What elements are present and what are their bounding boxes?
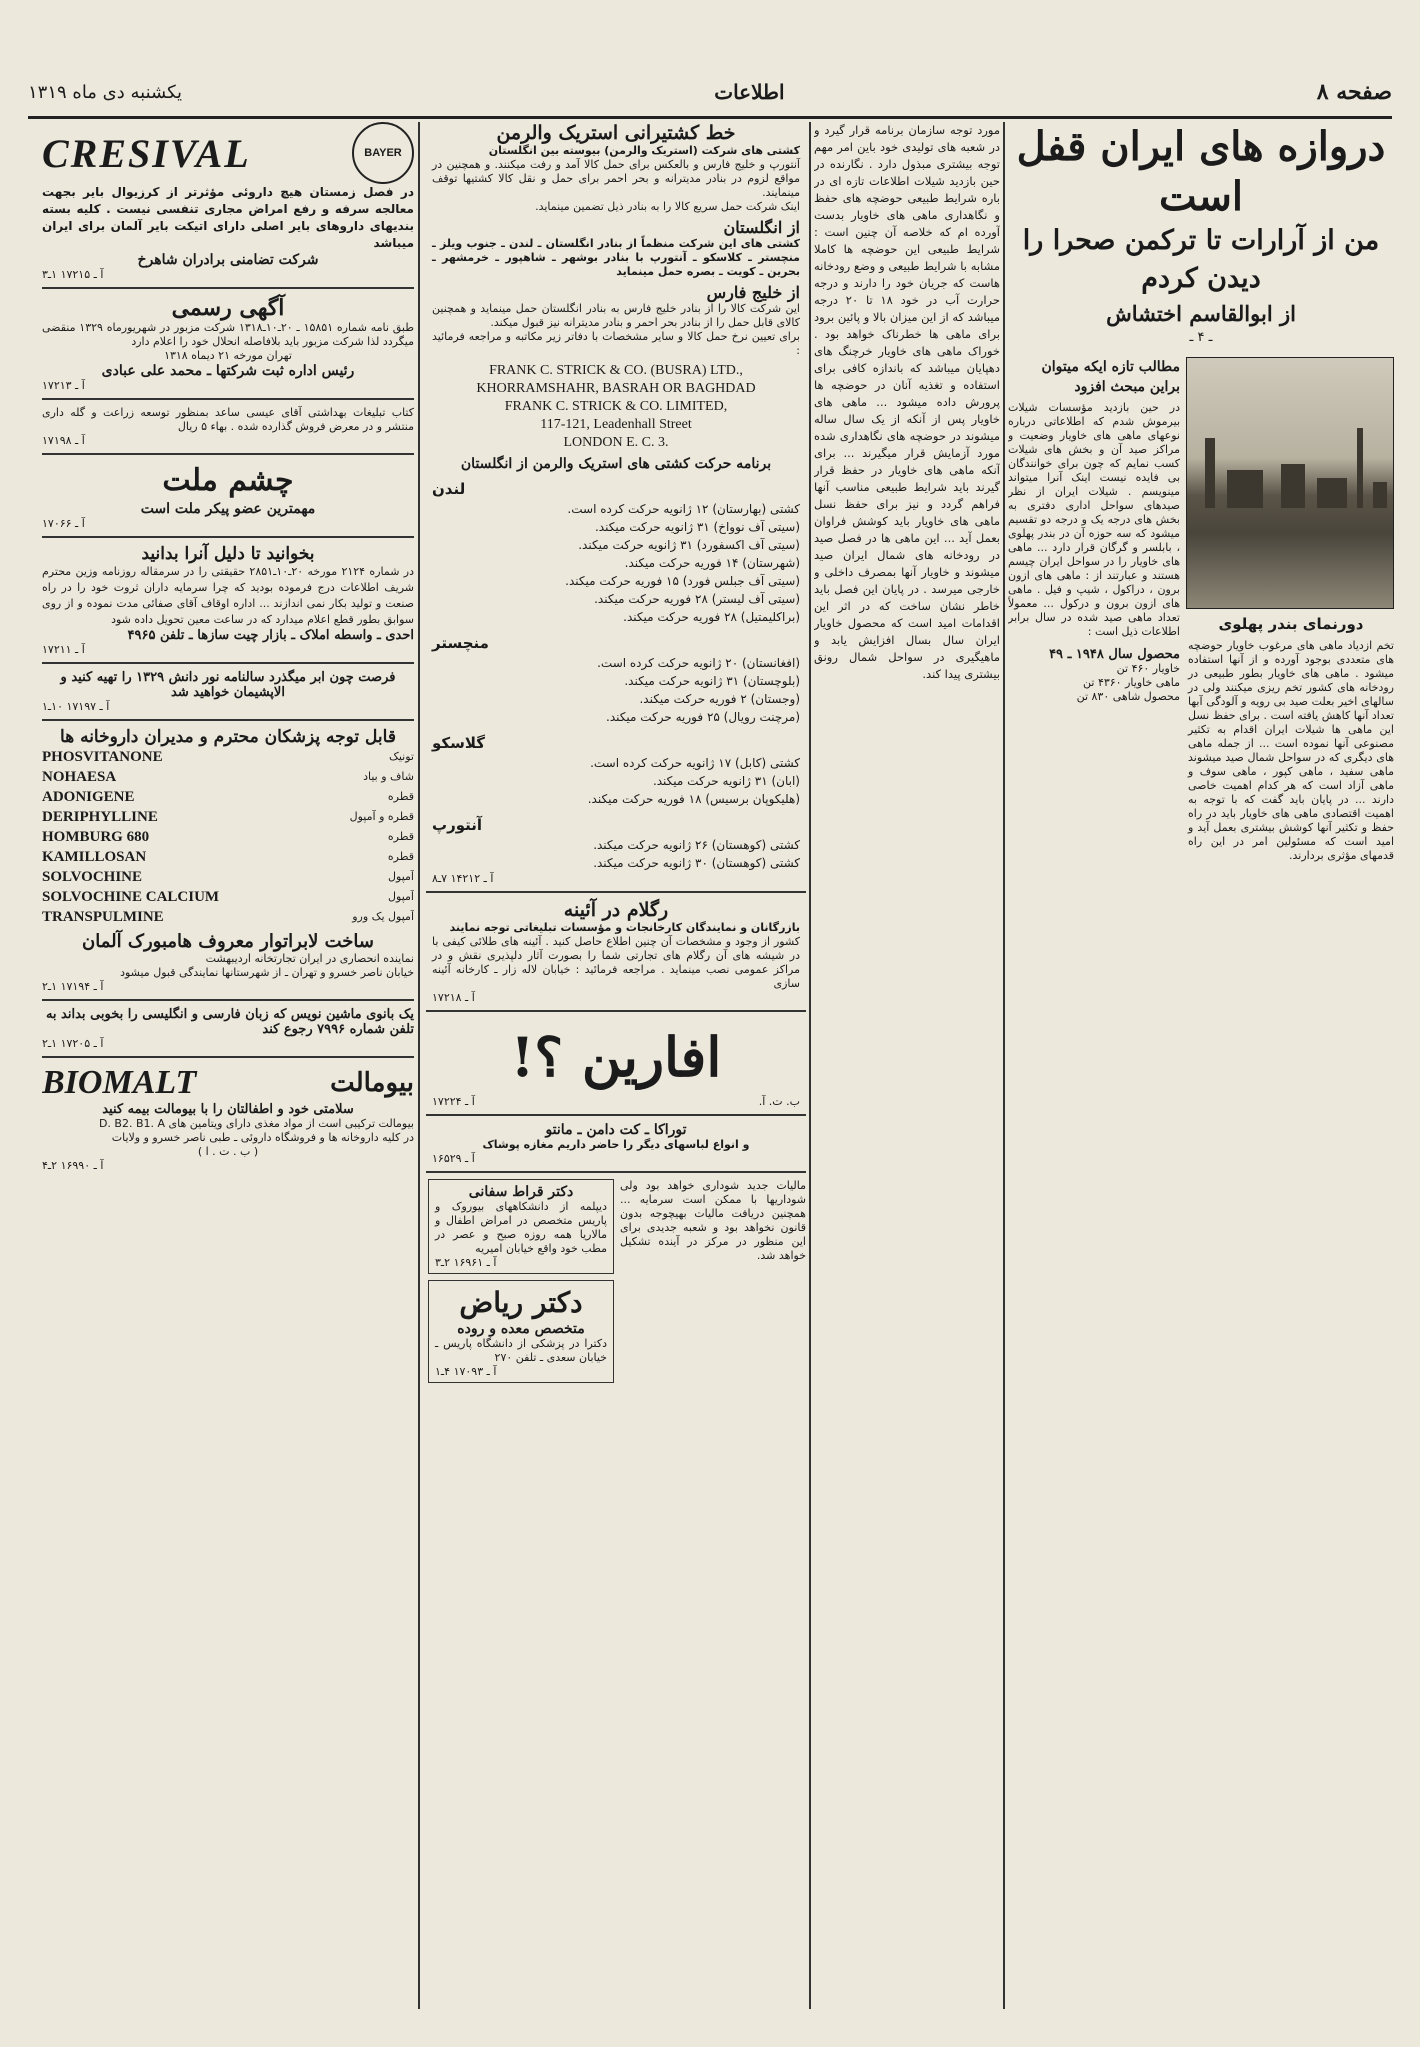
reason-article <box>42 544 414 656</box>
address-line: FRANK C. STRICK & CO. (BUSRA) LTD., <box>489 363 743 378</box>
column-divider <box>809 122 811 2009</box>
doctor-ad <box>428 1280 614 1383</box>
typist-body: یک بانوی ماشین نویس که زبان فارسی و انگلیسی را بخوبی بداند به تلفن شماره ۷۹۹۶ رجوع کند <box>45 1007 414 1037</box>
official-signature: رئیس اداره ثبت شرکتها ـ محمد علی عبادی <box>101 363 355 379</box>
byline: از ابوالقاسم اختشاش <box>1106 301 1296 326</box>
book-notice: کتاب تبلیغات بهداشتی آقای عیسی ساعد بمنظور توسعه زراعت و گله داری منتشر و در معرض فروش گذارده شده . بهاء ۵ ریال <box>42 406 414 433</box>
drug-row <box>42 867 414 887</box>
drug-row <box>42 847 414 867</box>
official-body: طبق نامه شماره ۱۵۸۵۱ ـ ۲۰ـ۱۰ـ۱۳۱۸ شرکت مزبور در شهریورماه ۱۳۲۹ منقضی میگردد لذا شرکت مزبور باید بلافاصله انحلال خود را اعلام دارد <box>42 321 414 348</box>
drug-row <box>42 807 414 827</box>
ad-ref: آ ـ ۱۷۲۰۵ ۱ـ۲ <box>42 1037 104 1050</box>
calendar-body: فرصت چون ابر میگذرد سالنامه نور دانش ۱۳۲۹ را تهیه کنید و الاپشیمان خواهید شد <box>60 670 396 700</box>
mirror-body: کشور از وجود و مشخصات آن چنین اطلاع حاصل کنید . آئینه های طلائی کیفی با در شیشه های آن رگلام های تجارتی شما را بصورت آثار دلپذیری نقش و در مراکز عمومی نصب مینماید . مراجعه فرمائید : خیابان لاله زار ـ کارخانه آئینه سازی <box>432 935 800 990</box>
drug-name: DERIPHYLLINE <box>42 809 158 825</box>
drug-name: NOHAESA <box>42 769 117 785</box>
calendar-ad <box>42 670 414 713</box>
pharma-address: خیابان ناصر خسرو و تهران ـ از شهرستانها نمایندگی قبول میشود <box>120 966 414 979</box>
schedule-row: کشتی (کابل) ۱۷ ژانویه حرکت کرده است. <box>590 756 800 770</box>
ad-ref: آ ـ ۱۷۱۹۴ ۱ـ۲ <box>42 980 104 993</box>
schedule-row: کشتی (کوهستان) ۳۰ ژانویه حرکت میکند. <box>593 856 800 870</box>
biomalt-body: بیومالت ترکیبی است از مواد مغذی دارای ویتامین های D. B2. B1. A <box>98 1117 414 1130</box>
official-notice <box>42 295 414 392</box>
reason-title: بخوانید تا دلیل آنرا بدانید <box>141 544 315 564</box>
schedule-row: (هلیکوپان برسیس) ۱۸ فوریه حرکت میکند. <box>587 792 800 806</box>
biomalt-tagline: سلامتی خود و اطفالتان را با بیومالت بیمه کنید <box>102 1102 354 1117</box>
doctor-spec: متخصص معده و روده <box>457 1321 585 1337</box>
schedule-port: لندن <box>432 480 466 498</box>
schedule-port: منچستر <box>432 634 489 652</box>
drug-list <box>42 747 414 927</box>
drug-form: قطره <box>387 830 414 843</box>
drug-row <box>42 747 414 767</box>
drug-name: ADONIGENE <box>42 789 135 805</box>
drug-name: SOLVOCHINE <box>42 869 143 885</box>
drug-form: قطره و آمپول <box>349 810 414 823</box>
bayer-cross-logo: BAYER <box>352 122 414 184</box>
drug-form: تونیک <box>389 750 414 763</box>
ad-ref: آ ـ ۱۶۹۶۱ ۲ـ۳ <box>435 1256 497 1269</box>
feature-body: تخم ازدیاد ماهی های مرغوب خاویار حوضچه های متعددی بوجود آورده و از آنها استفاده میشود . ماهی های خاویار بطور طبیعی در رودخانه های کشور تخم ریزی میکنند ولی در سالهای اخیر بعلت صید بی رویه و آلودگی آبها تعداد آنها کاهش یافته است . برای حفظ نسل این ماهی ها شیلات ایران اقدام به تکثیر مصنوعی آنها نموده است ... از جمله ماهی های دیگری که در سواحل شمال صید میشوند ماهی سفید ، ماهی کپور ، ماهی سوف و ماهی آزاد است که هر کدام اهمیت خاصی دارند ... در پایان باید گفت که با توجه به اهمیت اقتصادی ماهی های خاویار باید در راه حفظ و تکثیر آنها کوشش بیشتری بعمل آید و امید است که مسئولین امر در این راه قدمهای مؤثری بردارند. <box>1188 639 1394 862</box>
address-line: FRANK C. STRICK & CO. LIMITED, <box>504 399 728 414</box>
strick-line-ad <box>426 122 806 885</box>
newspaper-page <box>18 18 1402 2029</box>
drug-form: قطره <box>387 850 414 863</box>
pharma-ad <box>42 727 414 993</box>
schedule-port: گلاسکو <box>432 734 485 752</box>
drug-form: شاف و بیاد <box>363 770 414 783</box>
ad-ref: آ ـ ۱۷۲۱۸ <box>432 991 475 1004</box>
ad-ref: آ ـ ۱۷۰۶۶ <box>42 517 85 530</box>
address-line: 117-121, Leadenhall Street <box>540 417 692 432</box>
biomalt-ad <box>42 1064 414 1172</box>
schedule-row: (مرچنت رویال) ۲۵ فوریه حرکت میکند. <box>606 710 800 724</box>
strick-body-b: اینک شرکت حمل سریع کالا را به بنادر ذیل تضمین مینماید. <box>535 200 800 213</box>
clothing-body: و انواع لباسهای دیگر را حاضر داریم مغازه پوشاک <box>482 1138 750 1151</box>
cresival-company: شرکت تضامنی برادران شاهرخ <box>137 252 319 268</box>
issue-date: یکشنبه دی ماه ۱۳۱۹ <box>28 81 183 103</box>
drug-name: KAMILLOSAN <box>42 849 147 865</box>
schedule-row: (وجستان) ۲ فوریه حرکت میکند. <box>639 692 800 706</box>
ad-ref: آ ـ ۱۶۵۲۹ <box>432 1152 475 1165</box>
stats-line: محصول شاهی ۸۳۰ تن <box>1076 690 1180 703</box>
drug-row <box>42 827 414 847</box>
ship-schedule <box>432 480 800 872</box>
strick-title: خط کشتیرانی استریک والرمن <box>496 122 736 144</box>
contact-line: برای تعیین نرخ حمل کالا و سایر مشخصات با دفاتر زیر مکاتبه و مراجعه فرمائید : <box>432 330 800 357</box>
biomalt-sub: در کلیه داروخانه ها و فروشگاه داروئی ـ طبی ناصر خسرو و ولایات <box>111 1131 414 1144</box>
drug-row <box>42 787 414 807</box>
strick-body: آنتورپ و خلیج فارس و بالعکس برای حمل کالا آمد و رفت میکنند. و همچنین در مواقع لزوم در بنادر مدیترانه و بحر احمر برای حمل و نقل کالا کشتیها توقف مینمایند. <box>432 158 800 199</box>
schedule-row: (ابان) ۳۱ ژانویه حرکت میکند. <box>652 774 800 788</box>
mirror-subtitle: بازرگانان و نمایندگان کارخانجات و مؤسسات تبلیغاتی توجه نمایند <box>449 921 800 934</box>
from-gulf-body: این شرکت کالا را از بنادر خلیج فارس به بنادر انگلستان حمل مینماید و همچنین کالای قابل حمل را از بنادر بحر احمر و بنادر مدیترانه نیز قبول میکند. <box>432 302 800 329</box>
drug-name: TRANSPULMINE <box>42 909 164 925</box>
schedule-row: (سیتی آف نوواخ) ۳۱ ژانویه حرکت میکند. <box>594 520 800 534</box>
doctor-ad <box>428 1179 614 1274</box>
from-england-heading: از انگلستان <box>723 218 800 237</box>
schedule-row: (افغانستان) ۲۰ ژانویه حرکت کرده است. <box>597 656 800 670</box>
drug-name: PHOSVITANONE <box>42 749 163 765</box>
pharma-rep: نماینده انحصاری در ایران تجارتخانه اردیبهشت <box>205 952 414 965</box>
drug-row <box>42 907 414 927</box>
from-gulf-heading: از خلیج فارس <box>706 283 800 302</box>
schedule-port: آنتورپ <box>432 816 483 834</box>
doctor-name: دکتر ریاض <box>459 1286 583 1319</box>
schedule-row: (سیتی آف جبلس فورد) ۱۵ فوریه حرکت میکند. <box>565 574 800 588</box>
harbor-photo <box>1186 357 1394 609</box>
ad-ref: آ ـ ۱۴۲۱۲ ۷ـ۸ <box>432 872 494 885</box>
photo-caption: دورنمای بندر پهلوی <box>1218 615 1364 633</box>
eye-title: چشم ملت <box>162 463 294 498</box>
ad-ref: آ ـ ۱۷۱۹۷ ۱۰ـ۱ <box>42 700 110 713</box>
official-title: آگهی رسمی <box>171 295 285 321</box>
schedule-row: کشتی (بهارستان) ۱۲ ژانویه حرکت کرده است. <box>567 502 800 516</box>
ad-ref: آ ـ ۱۷۲۱۵ ۱ـ۳ <box>42 268 104 281</box>
column-ads-left <box>42 122 414 2009</box>
strick-addresses <box>432 362 800 452</box>
biomalt-sig: ( ب . ت . ا ) <box>197 1145 259 1158</box>
address-line: KHORRAMSHAHR, BASRAH OR BAGHDAD <box>476 381 756 396</box>
masthead <box>28 68 1392 119</box>
biomalt-brand-fa: بیومالت <box>330 1068 414 1098</box>
column-ads-middle <box>426 122 806 2009</box>
drug-row <box>42 767 414 787</box>
drug-form: آمپول <box>388 890 414 903</box>
schedule-row: (براکلیمتیل) ۲۸ فوریه حرکت میکند. <box>623 610 800 624</box>
schedule-row: کشتی (کوهستان) ۲۶ ژانویه حرکت میکند. <box>593 838 800 852</box>
doctor-body: دکترا در پزشکی از دانشگاه پاریس ـ خیابان سعدی ـ تلفن ۲۷۰ <box>435 1337 607 1364</box>
reason-body: در شماره ۲۱۲۴ مورخه ۲۰ـ۱۰ـ۲۸۵۱ حقیقتی را در سرمقاله روزنامه وزین محترم شریف اطلاعات درج فرموده بودید که چرا سرمایه داران ثروت خود را در راه صنعت و تولید بکار نمی اندازند ... اداره اوقاف آقای صفائی مدت نموده و از روی سوابق بطور قطع اعلام میدارد که در ساعت معین تحویل داده شود <box>42 565 414 626</box>
schedule-row: (بلوچستان) ۳۱ ژانویه حرکت میکند. <box>624 674 800 688</box>
pharma-title: قابل توجه پزشکان محترم و مدیران داروخانه ها <box>60 727 396 747</box>
paper-name: اطلاعات <box>714 80 785 104</box>
doctor-body: دیپلمه از دانشکاههای بیوروک و پاریس متخصص در امراض اطفال و مالاریا همه روزه صبح و عصر در مطب خود واقع خیابان امیریه <box>435 1200 607 1255</box>
drug-row <box>42 887 414 907</box>
afarin-sig: ب. ت. آ. <box>758 1095 800 1108</box>
cresival-ad <box>42 122 414 281</box>
schedule-row: (سیتی آف اکسفورد) ۳۱ ژانویه حرکت میکند. <box>578 538 800 552</box>
stats-line: ماهی خاویار ۴۳۶۰ تن <box>1083 676 1180 689</box>
eye-ad <box>42 461 414 530</box>
column-divider <box>418 122 420 2009</box>
from-england-body: کشتی های این شرکت منظماً از بنادر انگلستان ـ لندن ـ جنوب ویلز ـ منچستر ـ کلاسکو ـ آنتورپ با بنادر بوشهر ـ شاهپور ـ خرمشهر ـ بحرین ـ کویت ـ بصره حمل مینماید <box>432 237 800 278</box>
clothing-title: توراکا ـ کت دامن ـ مانتو <box>545 1122 687 1138</box>
stats-line: خاویار ۴۶۰ تن <box>1116 662 1180 675</box>
tax-body: مالیات جدید شوداری خواهد بود ولی شوداریها با ممکن است سرمایه ... همچنین دریافت مالیات بهیچوجه بدون قانون نخواهد بود و شعبه جدیدی برای این منظور در مرکز در آینده تشکیل خواهد شد. <box>620 1179 806 1262</box>
drug-form: قطره <box>387 790 414 803</box>
official-date: تهران مورخه ۲۱ دیماه ۱۳۱۸ <box>164 349 292 362</box>
ad-ref: آ ـ ۱۶۹۹۰ ۲ـ۴ <box>42 1159 104 1172</box>
doctor-name: دکتر قراط سفانی <box>468 1184 574 1200</box>
cresival-brand: CRESIVAL <box>42 130 251 176</box>
continuation-body: مورد توجه سازمان برنامه قرار گیرد و در شعبه های تولیدی خود باین امر مهم توجه بیشتری مبذول دارد . نگارنده در حین بازدید شیلات اطلاعات تازه ای در باره شرایط طبیعی حوضچه های حفظ و نگاهداری ماهی های خاویار بدست آورده ام که خلاصه آن چنین است : شرایط طبیعی این حوضچه ها کاملا مشابه با شرایط طبیعی و وضع رودخانه هاست که جریان خود را دارند و درجه حرارت آب در خود ۱۸ تا ۲۰ درجه میباشد که از این میزان بالا و پائین برود برای ماهی ها خطرناک خواهد بود . خوراک ماهی های خاویار خرچنگ های دهپایان میباشد که باندازه کافی برای استفاده و تغذیه آنان در حوضچه ها پرورش داده میشود ... ماهی های خاویار پس از آنکه از یک سال ساله میشوند در حوضچه های نگاهداری شده مورد آزمایش قرار میگیرند ... برای آنکه ماهی های خاویار در حفظ قرار گیرند باید شرایط طبیعی مناسب آنها فراهم گردد و نیز برای حفظ نسل ماهی های خاویار باید کوشش فراوان بعمل آید ... این ماهی ها در فصل صید در رودخانه های شمال ایران صید میشوند و خاویار آنها بمصرف داخلی و خارجی میرسد . در پایان این فصل باید خاطر نشان ساخت که در اثر این اقدامات امید است که محصول خاویار ایران سال بسال افزایش یابد و ماهیگیری در سواحل شمال رونق بیشتری پیدا کند. <box>814 123 1000 681</box>
side-title: مطالب تازه ایکه میتوان براین مبحث افزود <box>1041 359 1180 395</box>
page-label: صفحه ۸ <box>1316 79 1392 105</box>
schedule-title: برنامه حرکت کشتی های استریک والرمن از انگلستان <box>460 456 772 472</box>
typist-ad <box>42 1007 414 1050</box>
biomalt-brand: BIOMALT <box>42 1064 197 1101</box>
drug-name: HOMBURG 680 <box>42 829 150 845</box>
ad-ref: آ ـ ۱۷۲۲۴ <box>432 1095 475 1108</box>
mirror-ad <box>426 899 806 1004</box>
schedule-row: (شهرستان) ۱۴ فوریه حرکت میکند. <box>624 556 800 570</box>
ad-ref: آ ـ ۱۷۲۱۱ <box>42 643 85 656</box>
afarin-title: افارین ؟! <box>510 1025 722 1089</box>
clothing-ad <box>426 1122 806 1165</box>
afarin-ad <box>426 1018 806 1108</box>
drug-name: SOLVOCHINE CALCIUM <box>42 889 220 905</box>
pharma-maker: ساخت لابراتوار معروف هامبورک آلمان <box>82 931 374 952</box>
reason-footer: احدی ـ واسطه املاک ـ بازار چیت سازها ـ تلفن ۴۹۶۵ <box>127 628 414 643</box>
ad-ref: آ ـ ۱۷۲۱۳ <box>42 379 85 392</box>
cresival-body: در فصل زمستان هیچ داروئی مؤثرتر از کرزیوال بایر بجهت معالجه سرفه و رفع امراض مجاری تنفسی نیست . کلیه بسته بندیهای داروهای بایر اصلی دارای اتیکت بایر آلمان برای ایران میباشد <box>42 185 414 250</box>
column-divider <box>1003 122 1005 2009</box>
stats-title: محصول سال ۱۹۴۸ ـ ۴۹ <box>1049 647 1180 662</box>
headline-main: دروازه های ایران قفل است <box>1016 123 1386 220</box>
column-feature <box>1008 122 1394 2009</box>
part-number: ـ ۴ ـ <box>1189 330 1213 345</box>
mirror-title: رگلام در آئینه <box>563 899 669 921</box>
ad-ref: آ ـ ۱۷۱۹۸ <box>42 434 85 447</box>
strick-subtitle: کشتی های شرکت (استریک والرمن) بیوسته بین انگلستان <box>488 144 800 157</box>
eye-body: مهمترین عضو پیکر ملت است <box>140 501 316 517</box>
address-line: LONDON E. C. 3. <box>563 435 669 450</box>
drug-form: آمپول یک ورو <box>352 910 414 923</box>
side-body: در حین بازدید مؤسسات شیلات بیرموش شدم که اطلاعاتی درباره نوعهای ماهی های خاویار وضعیت و مراکز صید آن و بخش های شیلات کسب نمایم که چون برای خوانندگان بی فایده نیست اینک آنرا میتواند مینویسم . شیلات ایران از نظر صیدهای سواحل اداری دفتری به بخش های درجه یک و درجه دو تقسیم میشود که سه حوزه آن در بندر پهلوی ، بابلسر و گرگان قرار دارد ... ماهی های خاویار را در سواحل ایران چیسم هستند و عبارتند از : ماهی های ازون برون ، دراکول ، شیپ و فیل . ماهی های ازون برون و درکول ... معمولاً تعداد ماهی صید شده در سال برابر اطلاعات ذیل است : <box>1008 401 1180 638</box>
column-continuation <box>814 122 1000 2009</box>
ad-ref: آ ـ ۱۷۰۹۳ ۴ـ۱ <box>435 1365 497 1378</box>
drug-form: آمپول <box>388 870 414 883</box>
headline-sub: من از آرارات تا ترکمن صحرا را دیدن کردم <box>1022 225 1380 294</box>
schedule-row: (سیتی آف لیستر) ۲۸ فوریه حرکت میکند. <box>594 592 800 606</box>
